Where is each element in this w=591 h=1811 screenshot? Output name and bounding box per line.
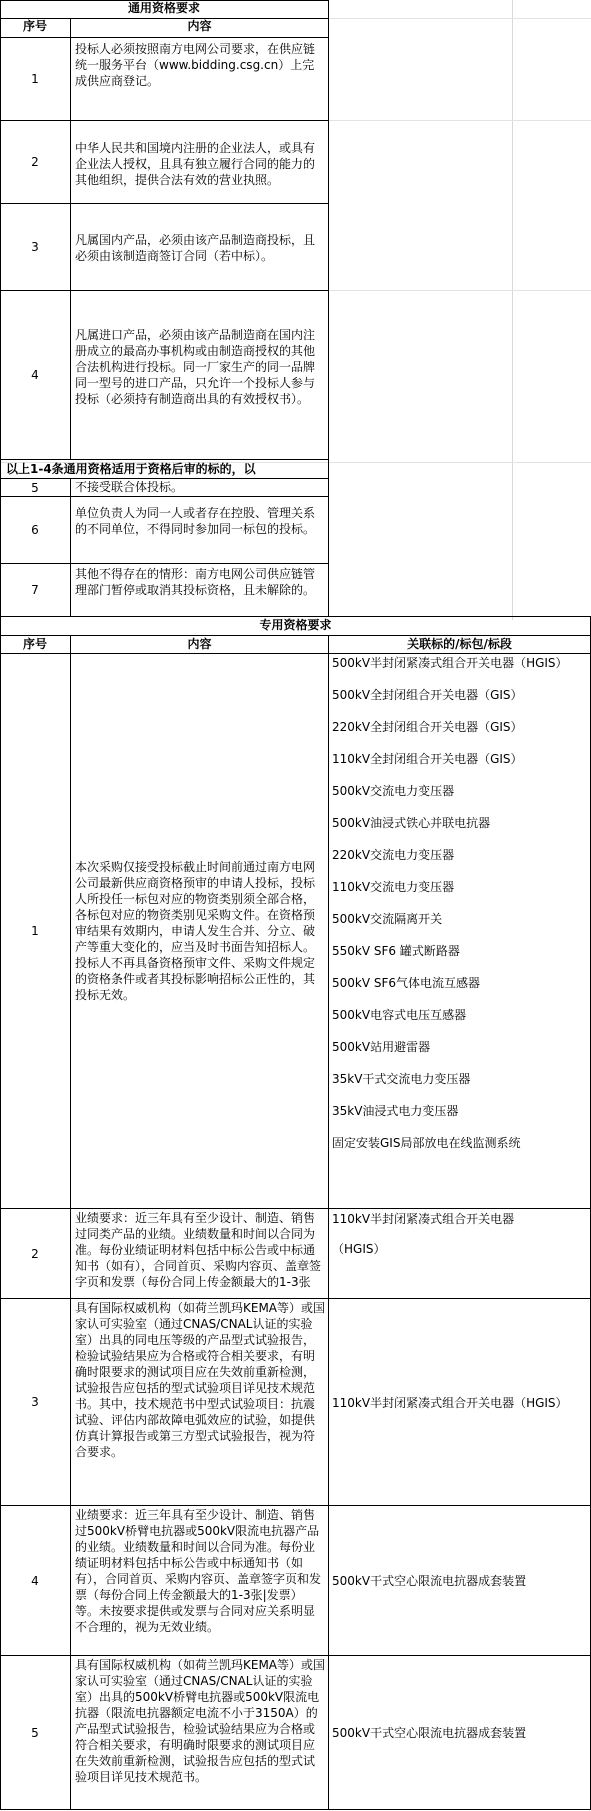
border [328, 0, 329, 616]
special-row-text-value: 本次采购仅接受投标截止时间前通过南方电网公司最新供应商资格预审的申请人投标，投标人所投任一标包对应的物资类别须全部合格，各标包对应的物资类别见采购文件。在资格预审结果有效期内，申请人发生合并、分立、破产等重大变化的，应当及时书面告知招标人。投标人不再具备资格预审文件、采购文件规定的资格条件或者其投标影响招标公正性的，其投标无效。 [75, 860, 316, 1002]
related-item: 35kV干式交流电力变压器 [332, 1072, 471, 1086]
general-row-text: 其他不得存在的情形：南方电网公司供应链管理部门暂停或取消其投标资格，且未解除的。 [75, 567, 316, 597]
special-row-no: 3 [31, 1395, 39, 1409]
special-row-text [71, 654, 328, 1208]
border [0, 1809, 591, 1810]
related-item: 220kV交流电力变压器 [332, 848, 455, 862]
related-item: 500kV站用避雷器 [332, 1040, 431, 1054]
special-row-no: 4 [31, 1573, 39, 1588]
related-item: 500kV干式空心限流电抗器成套装置 [332, 1574, 527, 1588]
special-row-no: 2 [31, 1246, 39, 1261]
related-item: 500kV干式空心限流电抗器成套装置 [332, 1726, 527, 1740]
special-row-no: 1 [31, 924, 39, 938]
related-item: 500kV油浸式铁心并联电抗器 [332, 816, 491, 830]
related-item: 110kV半封闭紧凑式组合开关电器（HGIS） [332, 1395, 568, 1410]
related-item: 35kV油浸式电力变压器 [332, 1104, 459, 1118]
special-col-content: 内容 [187, 637, 212, 651]
general-note: 以上1-4条通用资格适用于资格后审的标的，以 [6, 462, 256, 476]
general-row-text: 凡属进口产品，必须由该产品制造商在国内注册成立的最高办事机构或由制造商授权的其他合法机构进行投标。同一厂家生产的同一品牌同一型号的进口产品，只允许一个投标人参与投标（必须持有制造商出具的有效授权书）。 [75, 328, 316, 406]
special-row-related-list [329, 647, 590, 1207]
related-item: 500kV交流隔离开关 [332, 912, 443, 926]
general-row-no: 1 [31, 72, 39, 86]
general-row-text: 中华人民共和国境内注册的企业法人，或具有企业法人授权，且具有独立履行合同的能力的其他组织，提供合法有效的营业执照。 [75, 141, 316, 187]
related-item: 500kV交流电力变压器 [332, 784, 455, 798]
special-col-no: 序号 [22, 637, 47, 651]
related-item: 500kV半封闭紧凑式组合开关电器（HGIS） [332, 656, 568, 670]
general-col-no: 序号 [22, 19, 47, 33]
general-row-no: 7 [31, 583, 39, 597]
general-row-no: 4 [31, 368, 39, 382]
border [0, 459, 328, 460]
general-row-no: 5 [31, 480, 39, 495]
special-row-related [332, 1299, 590, 1505]
grid-line [512, 0, 513, 620]
general-row-text: 投标人必须按照南方电网公司要求，在供应链统一服务平台（www.bidding.csg.cn）上完成供应商登记。 [75, 42, 316, 88]
special-row-text: 具有国际权威机构（如荷兰凯玛KEMA等）或国家认可实验室（通过CNAS/CNAL认证的实验室）出具的500kV桥臂电抗器或500kV限流电抗器（限流电抗器额定电流不小于3150A）的产品型式试验报告，检验试验结果应为合格或符合相关要求，有明确时限要求的测试项目应在失效前重新检测，试验报告应包括的型式试验项目详见技术规范书。 [75, 1658, 326, 1784]
related-item: 500kV SF6气体电流互感器 [332, 976, 481, 990]
special-row-text: 业绩要求：近三年具有至少设计、制造、销售过500kV桥臂电抗器或500kV限流电抗器产品的业绩。业绩数量和时间以合同为准。每份业绩证明材料包括中标公告或中标通知书（如有），合同首页、采购内容页、盖章签字页和发票（每份合同上传金额最大的1-3张|发票）等。未按要求提供或发票与合同对应关系明显不合理的，视为无效业绩。 [75, 1508, 322, 1634]
general-col-content: 内容 [187, 19, 212, 33]
special-title: 专用资格要求 [259, 618, 332, 632]
related-item: 固定安装GIS局部放电在线监测系统 [332, 1136, 521, 1150]
special-row-related [332, 1210, 590, 1298]
special-row-no: 5 [31, 1725, 39, 1740]
related-item: 500kV电容式电压互感器 [332, 1008, 467, 1022]
general-row-text: 不接受联合体投标。 [75, 480, 184, 494]
border [0, 635, 591, 636]
special-col-related: 关联标的/标包/标段 [407, 637, 512, 651]
related-item: 110kV全封闭组合开关电器（GIS） [332, 752, 523, 766]
related-item: 500kV全封闭组合开关电器（GIS） [332, 688, 523, 702]
related-item: 110kV交流电力变压器 [332, 880, 455, 894]
general-row-no: 6 [31, 523, 39, 537]
special-row-text: 具有国际权威机构（如荷兰凯玛KEMA等）或国家认可实验室（通过CNAS/CNAL认证的实验室）出具的同电压等级的产品型式试验报告，检验试验结果应为合格或符合相关要求，有明确时限要求的测试项目应在失效前重新检测，试验报告应包括的型式试验项目详见技术规范书。其中，技术规范书中型式试验项目：抗震试验、评估内部故障电弧效应的试验，如提供仿真计算报告或第三方型式试验报告，视为符合要求。 [75, 1301, 326, 1459]
special-row-text: 业绩要求：近三年具有至少设计、制造、销售过同类产品的业绩。业绩数量和时间以合同为准。每份业绩证明材料包括中标公告或中标通知书（如有），合同首页、采购内容页、盖章签字页和发票（每份合同上传金额最大的1-3张 [75, 1211, 322, 1289]
general-title: 通用资格要求 [127, 1, 200, 15]
special-row-related [332, 1656, 590, 1809]
general-row-text: 凡属国内产品，必须由该产品制造商投标，且必须由该制造商签订合同（若中标）。 [75, 233, 316, 263]
border [0, 616, 591, 617]
general-row-no: 2 [31, 155, 39, 169]
general-row-no: 3 [31, 240, 39, 254]
special-row-related [332, 1506, 590, 1655]
general-row-text: 单位负责人为同一人或者存在控股、管理关系的不同单位，不得同时参加同一标包的投标。 [75, 506, 316, 536]
related-item: （HGIS） [332, 1242, 386, 1256]
related-item: 110kV半封闭紧凑式组合开关电器 [332, 1212, 515, 1226]
related-item: 550kV SF6 罐式断路器 [332, 944, 460, 958]
border [0, 1208, 591, 1209]
related-item: 220kV全封闭组合开关电器（GIS） [332, 720, 523, 734]
